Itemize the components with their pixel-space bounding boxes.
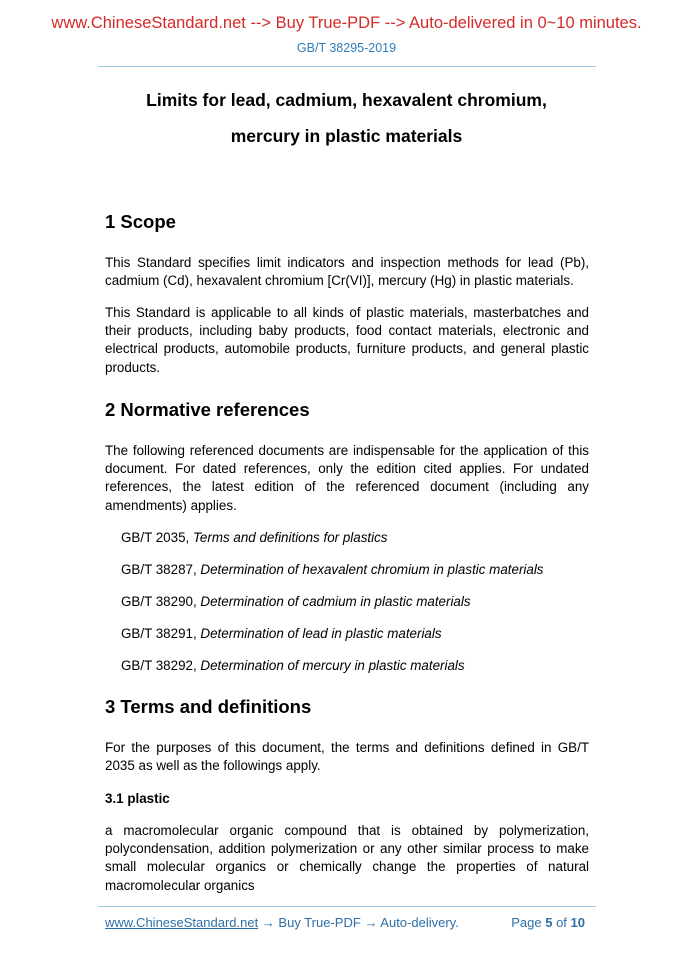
footer-link[interactable]: www.ChineseStandard.net [105, 915, 259, 930]
scope-paragraph-2: This Standard is applicable to all kinds of plastic materials, masterbatches and their products, including baby products, food contact materials, electronic and electrical products, automobile products, furniture products, and general plastic products. [105, 305, 589, 375]
footer [105, 915, 585, 930]
document-number: GB/T 38295-2019 [296, 41, 397, 55]
promo-banner: www.ChineseStandard.net --> Buy True-PDF --> Auto-delivered in 0~10 minutes. [51, 14, 642, 32]
reference-item: GB/T 38290, Determination of cadmium in plastic materials [121, 594, 471, 609]
terms-paragraph: For the purposes of this document, the terms and definitions defined in GB/T 2035 as well as the followings apply. [105, 740, 589, 774]
term-heading-plastic: 3.1 plastic [105, 791, 170, 806]
normative-paragraph: The following referenced documents are indispensable for the application of this document. For dated references, only the edition cited applies. For undated references, the latest edition of the referenced document (including any amendments) applies. [105, 443, 589, 513]
footer-divider [98, 906, 596, 907]
header-divider [98, 66, 596, 67]
reference-item: GB/T 38292, Determination of mercury in plastic materials [121, 658, 465, 673]
section-heading-scope: 1 Scope [105, 211, 176, 232]
document-title-line2: mercury in plastic materials [230, 126, 463, 146]
reference-item: GB/T 38291, Determination of lead in plastic materials [121, 626, 442, 641]
document-title-line1: Limits for lead, cadmium, hexavalent chromium, [146, 90, 547, 110]
reference-item: GB/T 2035, Terms and definitions for plastics [121, 530, 388, 545]
reference-item: GB/T 38287, Determination of hexavalent chromium in plastic materials [121, 562, 544, 577]
footer-tail: → Buy True-PDF → Auto-delivery. [258, 915, 459, 930]
scope-paragraph-1: This Standard specifies limit indicators and inspection methods for lead (Pb), cadmium (Cd), hexavalent chromium [Cr(VI)], mercury (Hg) in plastic materials. [105, 255, 589, 289]
term-definition-plastic: a macromolecular organic compound that is obtained by polymerization, polycondensation, addition polymerization or any other similar process to make small molecular organics or chemically change the properties of natural macromolecular organics [105, 823, 589, 893]
section-heading-terms: 3 Terms and definitions [105, 696, 312, 717]
section-heading-normative-references: 2 Normative references [105, 399, 310, 420]
page-indicator: Page 5 of 10 [511, 915, 585, 930]
